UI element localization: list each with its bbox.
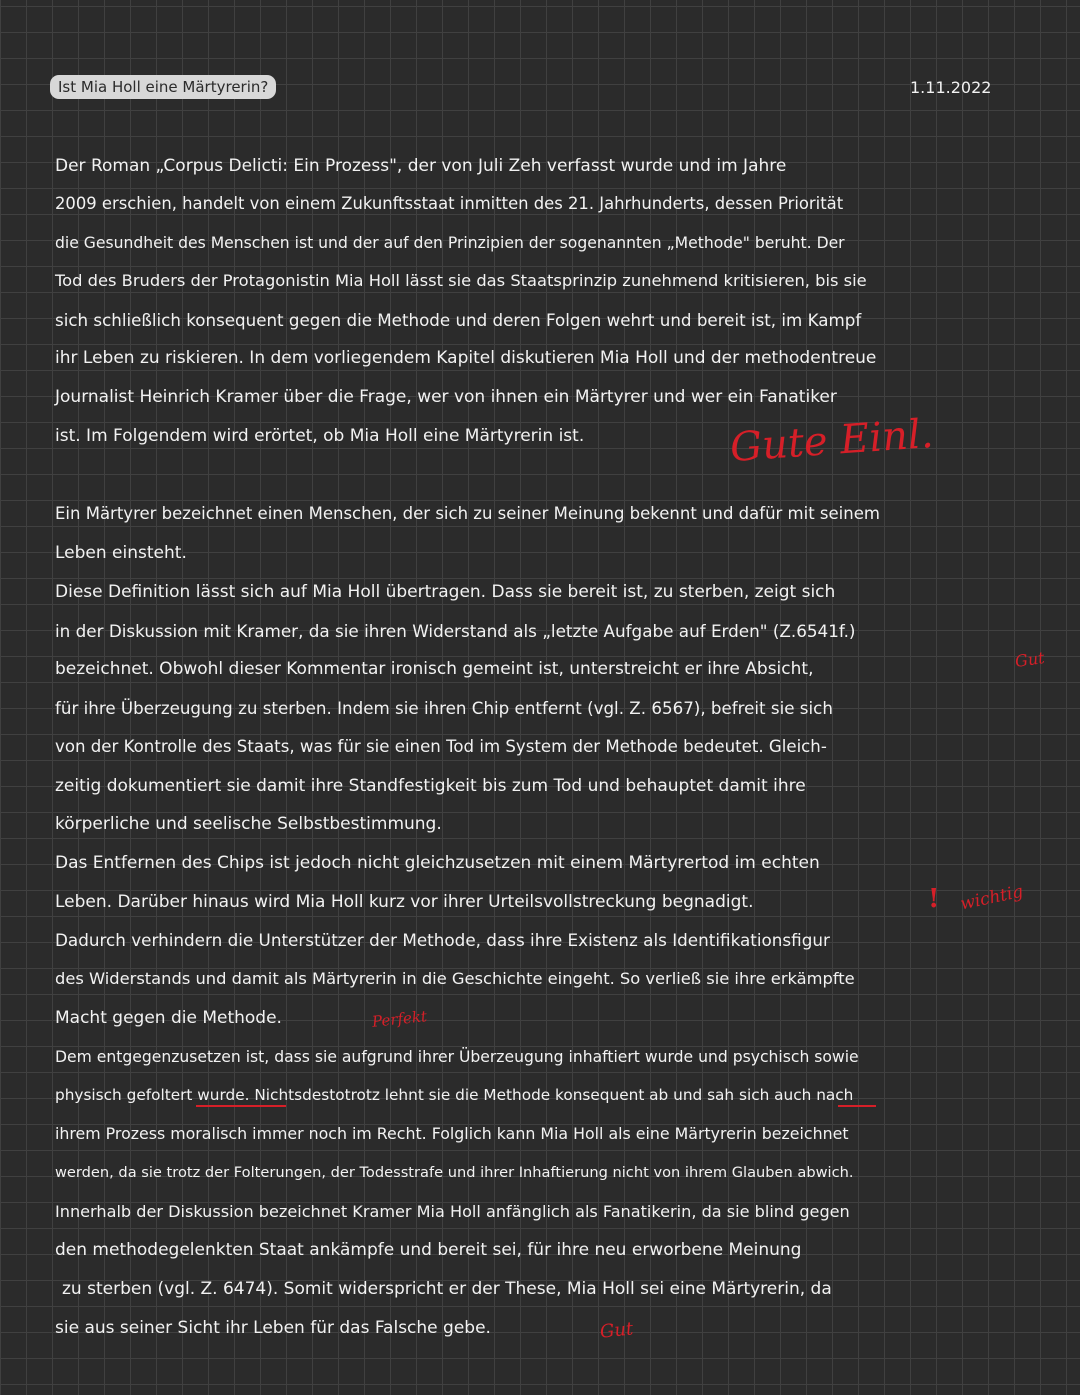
- text-line: Journalist Heinrich Kramer über die Frage, wer von ihnen ein Märtyrer und wer ein Fanatiker: [55, 387, 837, 407]
- text-line: Dadurch verhindern die Unterstützer der Methode, dass ihre Existenz als Identifikationsfigur: [55, 930, 830, 950]
- text-line: Ein Märtyrer bezeichnet einen Menschen, der sich zu seiner Meinung bekennt und dafür mit seinem: [55, 504, 880, 523]
- text-line: Macht gegen die Methode.: [55, 1008, 282, 1028]
- text-line: körperliche und seelische Selbstbestimmung.: [55, 814, 442, 834]
- text-line: ihrem Prozess moralisch immer noch im Recht. Folglich kann Mia Holl als eine Märtyrerin bezeichnet: [55, 1124, 849, 1143]
- page-title: Ist Mia Holl eine Märtyrerin?: [50, 75, 276, 99]
- text-line: 2009 erschien, handelt von einem Zukunftsstaat inmitten des 21. Jahrhunderts, dessen Priorität: [55, 194, 844, 213]
- text-line: zeitig dokumentiert sie damit ihre Standfestigkeit bis zum Tod und behauptet damit ihre: [55, 776, 806, 796]
- text-line: Der Roman „Corpus Delicti: Ein Prozess", der von Juli Zeh verfasst wurde und im Jahre: [55, 156, 787, 176]
- text-line: von der Kontrolle des Staats, was für sie einen Tod im System der Methode bedeutet. Gleich-: [55, 737, 827, 756]
- teacher-comment-good: Gut: [1013, 648, 1046, 671]
- text-line: Diese Definition lässt sich auf Mia Holl übertragen. Dass sie bereit ist, zu sterben, zeigt sich: [55, 582, 836, 602]
- text-line: werden, da sie trotz der Folterungen, der Todesstrafe und ihrer Inhaftierung nicht von ihrem Glauben abwich.: [55, 1164, 854, 1181]
- text-line: Dem entgegenzusetzen ist, dass sie aufgrund ihrer Überzeugung inhaftiert wurde und psychisch sowie: [55, 1048, 859, 1066]
- teacher-comment-perfect: Perfekt: [371, 1007, 428, 1031]
- date-label: 1.11.2022: [910, 78, 992, 97]
- teacher-comment-important: wichtig: [958, 881, 1025, 915]
- text-line: zu sterben (vgl. Z. 6474). Somit widerspricht er der These, Mia Holl sei eine Märtyrerin, da: [62, 1279, 832, 1299]
- text-line: ist. Im Folgendem wird erörtet, ob Mia Holl eine Märtyrerin ist.: [55, 426, 585, 446]
- text-line: Tod des Bruders der Protagonistin Mia Holl lässt sie das Staatsprinzip zunehmend kritisieren, bis sie: [55, 271, 867, 290]
- text-line: Leben. Darüber hinaus wird Mia Holl kurz vor ihrer Urteilsvollstreckung begnadigt.: [55, 892, 754, 912]
- text-line: die Gesundheit des Menschen ist und der auf den Prinzipien der sogenannten „Methode" beruht. Der: [55, 234, 845, 252]
- correction-underline: [838, 1105, 876, 1107]
- text-line: des Widerstands und damit als Märtyrerin in die Geschichte eingeht. So verließ sie ihre erkämpfte: [55, 969, 855, 988]
- text-line: sie aus seiner Sicht ihr Leben für das Falsche gebe.: [55, 1318, 491, 1338]
- text-line: bezeichnet. Obwohl dieser Kommentar ironisch gemeint ist, unterstreicht er ihre Absicht,: [55, 659, 814, 679]
- text-line: physisch gefoltert wurde. Nichtsdestotrotz lehnt sie die Methode konsequent ab und sah sich auch nach: [55, 1086, 854, 1104]
- teacher-comment-good-2: Gut: [598, 1318, 635, 1343]
- text-line: Innerhalb der Diskussion bezeichnet Kramer Mia Holl anfänglich als Fanatikerin, da sie blind gegen: [55, 1202, 850, 1221]
- text-line: den methodegelenkten Staat ankämpfe und bereit sei, für ihre neu erworbene Meinung: [55, 1240, 802, 1260]
- text-line: ihr Leben zu riskieren. In dem vorliegendem Kapitel diskutieren Mia Holl und der methodentreue: [55, 348, 877, 368]
- teacher-exclamation: !: [928, 884, 940, 914]
- text-line: Leben einsteht.: [55, 543, 187, 563]
- teacher-comment-intro: Gute Einl.: [728, 410, 935, 472]
- text-line: Das Entfernen des Chips ist jedoch nicht gleichzusetzen mit einem Märtyrertod im echten: [55, 853, 820, 873]
- text-line: sich schließlich konsequent gegen die Methode und deren Folgen wehrt und bereit ist, im Kampf: [55, 310, 862, 330]
- correction-underline: [196, 1105, 286, 1107]
- text-line: in der Diskussion mit Kramer, da sie ihren Widerstand als „letzte Aufgabe auf Erden" (Z.6541f.): [55, 621, 856, 641]
- text-line: für ihre Überzeugung zu sterben. Indem sie ihren Chip entfernt (vgl. Z. 6567), befreit sie sich: [55, 698, 833, 718]
